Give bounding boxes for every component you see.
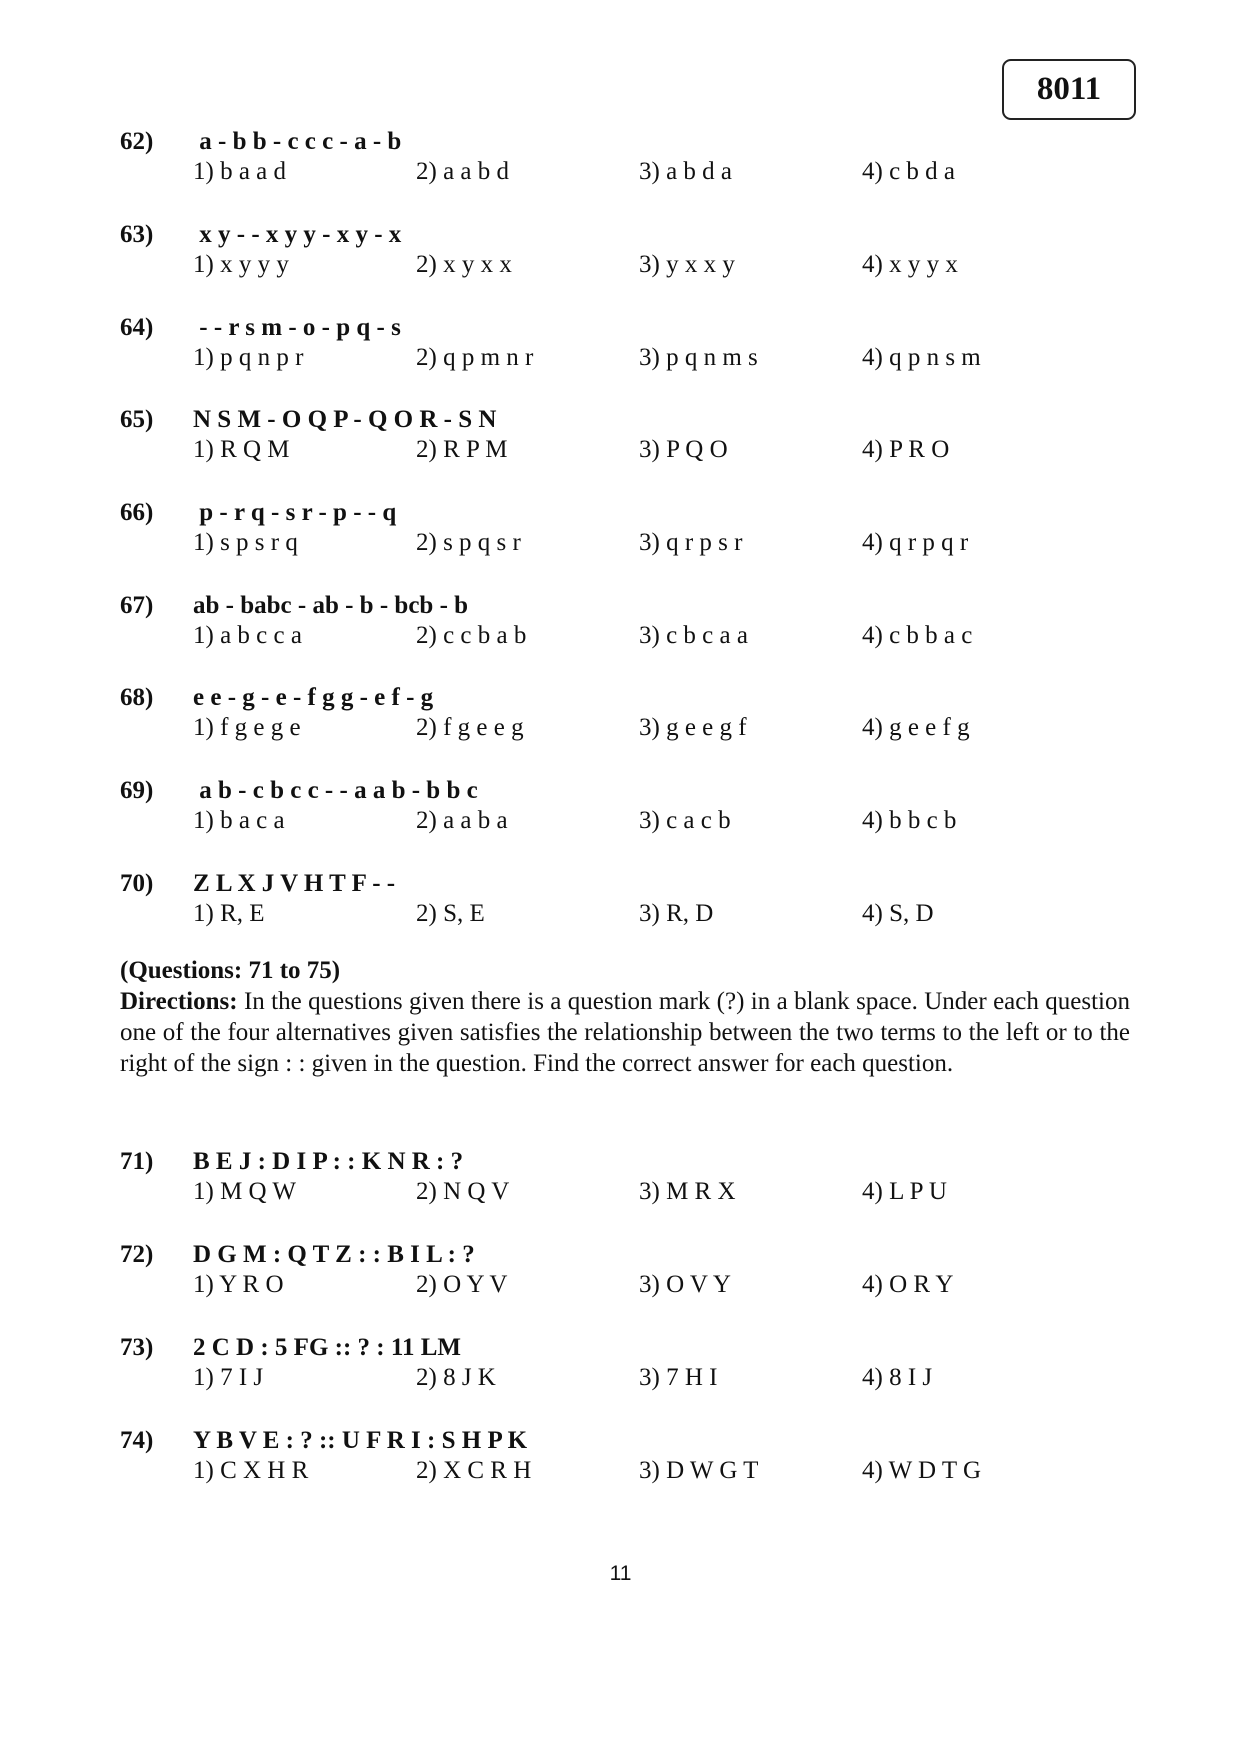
directions-label: Directions:	[120, 988, 238, 1015]
option-4: 4) L P U	[862, 1178, 947, 1205]
question-number: 64)	[120, 314, 154, 341]
questions-range-prefix: (Questions:	[120, 957, 249, 984]
option-2: 2) a a b d	[416, 158, 510, 185]
option-4: 4) q p n s m	[862, 344, 981, 371]
option-2: 2) s p q s r	[416, 529, 521, 556]
question-stem: a b - c b c c - - a a b - b b c	[193, 777, 478, 804]
question-stem: B E J : D I P : : K N R : ?	[193, 1148, 464, 1175]
option-2: 2) N Q V	[416, 1178, 510, 1205]
directions-paragraph	[120, 986, 1130, 1079]
option-4: 4) q r p q r	[862, 529, 969, 556]
option-1: 1) f g e g e	[193, 714, 301, 741]
option-2: 2) f g e e g	[416, 714, 524, 741]
option-3: 3) p q n m s	[639, 344, 758, 371]
option-1: 1) Y R O	[193, 1271, 284, 1298]
option-1: 1) R, E	[193, 900, 265, 927]
question-number: 70)	[120, 870, 154, 897]
option-4: 4) P R O	[862, 436, 950, 463]
paper-code-box	[1002, 59, 1136, 120]
option-4: 4) b b c b	[862, 807, 957, 834]
option-4: 4) S, D	[862, 900, 934, 927]
question-number: 72)	[120, 1241, 154, 1268]
option-4: 4) c b d a	[862, 158, 956, 185]
option-1: 1) 7 I J	[193, 1364, 264, 1391]
option-1: 1) b a c a	[193, 807, 285, 834]
option-1: 1) x y y y	[193, 251, 289, 278]
question-number: 63)	[120, 221, 154, 248]
option-4: 4) O R Y	[862, 1271, 954, 1298]
option-2: 2) a a b a	[416, 807, 508, 834]
option-1: 1) R Q M	[193, 436, 290, 463]
question-stem: D G M : Q T Z : : B I L : ?	[193, 1241, 475, 1268]
option-3: 3) c a c b	[639, 807, 731, 834]
option-4: 4) x y y x	[862, 251, 958, 278]
option-3: 3) q r p s r	[639, 529, 743, 556]
option-1: 1) C X H R	[193, 1457, 309, 1484]
question-number: 67)	[120, 592, 154, 619]
option-3: 3) P Q O	[639, 436, 728, 463]
option-3: 3) R, D	[639, 900, 714, 927]
question-stem: Y B V E : ? :: U F R I : S H P K	[193, 1427, 528, 1454]
option-4: 4) g e e f g	[862, 714, 970, 741]
question-stem: - - r s m - o - p q - s	[193, 314, 401, 341]
option-1: 1) p q n p r	[193, 344, 304, 371]
option-4: 4) 8 I J	[862, 1364, 933, 1391]
questions-range	[120, 955, 1130, 986]
option-3: 3) c b c a a	[639, 622, 748, 649]
directions-block	[120, 955, 1130, 1079]
paper-code: 8011	[1036, 71, 1102, 107]
option-2: 2) R P M	[416, 436, 508, 463]
question-stem: N S M - O Q P - Q O R - S N	[193, 406, 497, 433]
question-stem: a - b b - c c c - a - b	[193, 128, 402, 155]
option-4: 4) W D T G	[862, 1457, 981, 1484]
option-2: 2) 8 J K	[416, 1364, 496, 1391]
question-number: 66)	[120, 499, 154, 526]
option-3: 3) y x x y	[639, 251, 735, 278]
question-number: 62)	[120, 128, 154, 155]
option-4: 4) c b b a c	[862, 622, 973, 649]
question-stem: e e - g - e - f g g - e f - g	[193, 684, 434, 711]
option-2: 2) X C R H	[416, 1457, 532, 1484]
question-stem: ab - babc - ab - b - bcb - b	[193, 592, 469, 619]
option-2: 2) S, E	[416, 900, 485, 927]
question-number: 74)	[120, 1427, 154, 1454]
question-stem: 2 C D : 5 FG :: ? : 11 LM	[193, 1334, 462, 1361]
option-3: 3) g e e g f	[639, 714, 747, 741]
question-stem: p - r q - s r - p - - q	[193, 499, 397, 526]
option-2: 2) x y x x	[416, 251, 512, 278]
option-2: 2) O Y V	[416, 1271, 508, 1298]
page-number: 11	[609, 1562, 632, 1585]
option-3: 3) a b d a	[639, 158, 733, 185]
question-number: 68)	[120, 684, 154, 711]
option-1: 1) a b c c a	[193, 622, 302, 649]
question-number: 71)	[120, 1148, 154, 1175]
option-2: 2) q p m n r	[416, 344, 534, 371]
option-3: 3) 7 H I	[639, 1364, 718, 1391]
directions-text: In the questions given there is a question mark (?) in a blank space. Under each question one of the four alternatives given satisfies the relationship between the two terms to the left or to the right of the sign : : given in the question. Find the correct answer for each question.	[120, 988, 1130, 1077]
question-stem: Z L X J V H T F - -	[193, 870, 396, 897]
option-3: 3) O V Y	[639, 1271, 731, 1298]
question-number: 65)	[120, 406, 154, 433]
question-stem: x y - - x y y - x y - x	[193, 221, 402, 248]
question-number: 73)	[120, 1334, 154, 1361]
questions-range-numbers: 71 to 75)	[248, 957, 341, 984]
option-1: 1) s p s r q	[193, 529, 298, 556]
option-3: 3) D W G T	[639, 1457, 759, 1484]
option-1: 1) M Q W	[193, 1178, 297, 1205]
option-1: 1) b a a d	[193, 158, 287, 185]
question-number: 69)	[120, 777, 154, 804]
option-2: 2) c c b a b	[416, 622, 527, 649]
option-3: 3) M R X	[639, 1178, 736, 1205]
